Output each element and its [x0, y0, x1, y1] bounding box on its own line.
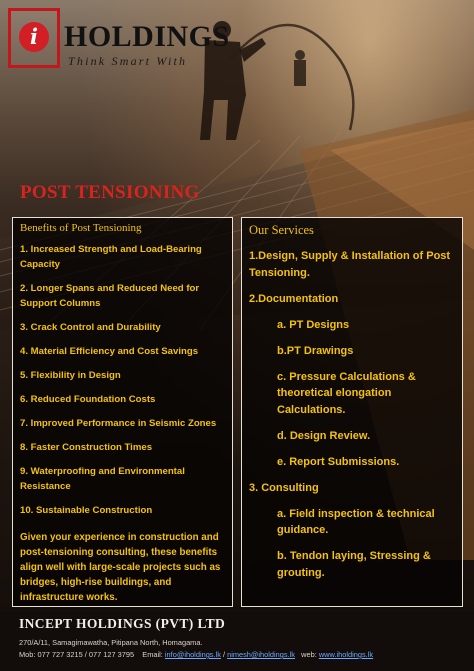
mobile-numbers: Mob: 077 727 3215 / 077 127 3795	[19, 650, 135, 659]
benefits-panel	[12, 217, 233, 607]
benefit-item: 5. Flexibility in Design	[20, 370, 121, 381]
website-link[interactable]: www.iholdings.lk	[318, 650, 374, 659]
benefit-item: 6. Reduced Foundation Costs	[20, 394, 156, 405]
service-subitem: b.PT Drawings	[277, 344, 354, 357]
benefit-item: 2. Longer Spans and Reduced Need for Support Columns	[20, 283, 200, 309]
company-logo	[8, 8, 60, 68]
email-separator: /	[222, 650, 226, 659]
benefit-item: 8. Faster Construction Times	[20, 442, 153, 453]
benefit-item: 9. Waterproofing and Environmental Resistance	[20, 466, 185, 492]
benefit-item: 10. Sustainable Construction	[20, 505, 153, 516]
benefit-item: 7. Improved Performance in Seismic Zones	[20, 418, 217, 429]
email-link-nimesh[interactable]: nimesh@iholdings.lk	[227, 650, 295, 659]
service-subitem: a. Field inspection & technical guidance.	[277, 507, 435, 536]
page-title: POST TENSIONING	[20, 182, 200, 203]
benefits-summary: Given your experience in construction and post-tensioning consulting, these benefits align well with large-scale projects such as bridges, high-rise buildings, and infrastructure works.	[20, 532, 221, 603]
benefits-list	[20, 242, 225, 518]
service-item: 3. Consulting	[249, 481, 319, 494]
service-item: 2.Documentation	[249, 292, 339, 305]
company-address: 270/A/11, Samagimawatha, Pitipana North, Homagama.	[19, 638, 203, 647]
service-subitem: c. Pressure Calculations & theoretical elongation Calculations.	[277, 370, 416, 416]
service-subitem: d. Design Review.	[277, 429, 371, 442]
service-subitem: a. PT Designs	[277, 318, 350, 331]
benefit-item: 4. Material Efficiency and Cost Savings	[20, 346, 199, 357]
contact-line	[19, 650, 469, 659]
logo-letter: i	[30, 24, 38, 49]
service-subitem: e. Report Submissions.	[277, 455, 400, 468]
benefit-item: 1. Increased Strength and Load-Bearing Capacity	[20, 244, 202, 270]
services-panel	[241, 217, 463, 607]
email-label: Email:	[142, 650, 163, 659]
email-link-info[interactable]: info@iholdings.lk	[164, 650, 221, 659]
company-name: INCEPT HOLDINGS (PVT) LTD	[19, 616, 226, 631]
service-subitem: b. Tendon laying, Stressing & grouting.	[277, 550, 431, 579]
logo-circle-icon	[19, 22, 49, 52]
brand-tagline: Think Smart With	[68, 54, 188, 68]
service-item: 1.Design, Supply & Installation of Post Tensioning.	[249, 250, 451, 279]
web-label: web:	[301, 650, 317, 659]
brand-name: HOLDINGS	[64, 20, 230, 53]
benefits-heading: Benefits of Post Tensioning	[20, 222, 142, 234]
services-heading: Our Services	[249, 223, 314, 237]
benefit-item: 3. Crack Control and Durability	[20, 322, 161, 333]
